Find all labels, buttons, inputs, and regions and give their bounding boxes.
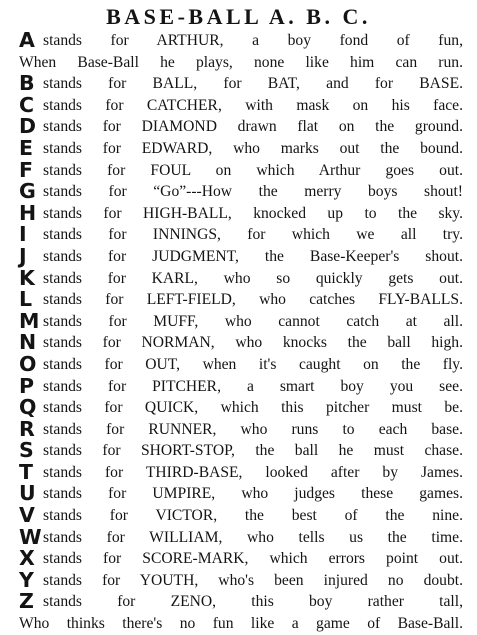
verse-line-f <box>0 157 477 182</box>
verse-text: stands for CATCHER, with mask on his face. <box>43 96 463 114</box>
verse-text: stands for OUT, when it's caught on the fly. <box>43 355 463 373</box>
verse-text: stands for MUFF, who cannot catch at all. <box>43 312 463 330</box>
verse-line-j <box>0 243 477 268</box>
initial-letter: N <box>19 330 37 355</box>
verse-line-y <box>0 567 477 592</box>
verse-text: stands for KARL, who so quickly gets out. <box>43 269 463 287</box>
verse-line-w <box>0 524 477 549</box>
verse-line-k <box>0 265 477 290</box>
verse-text: stands for SHORT-STOP, the ball he must chase. <box>43 442 463 460</box>
verse-text: stands for NORMAN, who knocks the ball high. <box>43 334 463 352</box>
initial-letter: E <box>19 135 34 160</box>
initial-letter: J <box>19 243 27 268</box>
verse-text: stands for SCORE-MARK, which errors point out. <box>43 550 463 568</box>
verse-line-c <box>0 92 477 117</box>
initial-letter: S <box>19 438 34 463</box>
verse-line-x <box>0 548 477 570</box>
initial-letter: W <box>19 524 42 549</box>
verse-line-l <box>0 289 477 311</box>
initial-letter: F <box>19 157 34 182</box>
initial-letter: K <box>19 265 35 290</box>
verse-text: Who thinks there's no fun like a game of Base-Ball. <box>19 615 463 633</box>
initial-letter: Y <box>19 567 34 592</box>
initial-letter: Z <box>19 589 34 614</box>
initial-letter: I <box>19 222 27 247</box>
initial-letter: T <box>19 459 33 484</box>
initial-letter: H <box>19 200 37 225</box>
verse-text: stands for FOUL on which Arthur goes out. <box>43 161 463 179</box>
verse-text: stands for JUDGMENT, the Base-Keeper's shout. <box>43 247 463 265</box>
verse-text: stands for DIAMOND drawn flat on the ground. <box>43 118 463 136</box>
verse-text: stands for YOUTH, who's been injured no doubt. <box>43 571 463 589</box>
initial-letter: P <box>19 373 35 398</box>
initial-letter: Q <box>19 395 37 420</box>
verse-line-m <box>0 308 477 333</box>
verse-line-s <box>0 440 477 462</box>
verse-line-r <box>0 416 477 441</box>
verse-line-p <box>0 373 477 398</box>
verse-line-q <box>0 397 477 419</box>
initial-letter: C <box>19 92 35 117</box>
verse-text: stands for WILLIAM, who tells us the time. <box>43 528 463 546</box>
verse-text: stands for QUICK, which this pitcher must be. <box>43 399 463 417</box>
initial-letter: U <box>19 481 36 506</box>
page-title: BASE-BALL A. B. C. <box>106 4 371 29</box>
verse-line-d <box>0 116 477 138</box>
verse-line-continuation <box>0 52 477 74</box>
initial-letter: D <box>19 114 37 139</box>
verse-text: stands for RUNNER, who runs to each base. <box>43 420 463 438</box>
initial-letter: G <box>19 179 36 204</box>
verse-text: stands for ZENO, this boy rather tall, <box>43 593 463 611</box>
verse-line-t <box>0 459 477 484</box>
verse-line-b <box>0 73 477 95</box>
verse-line-g <box>0 181 477 203</box>
initial-letter: O <box>19 351 37 376</box>
verse-text: stands for EDWARD, who marks out the bound. <box>43 139 463 157</box>
verse-line-i <box>0 224 477 246</box>
initial-letter: V <box>19 503 35 528</box>
verse-text: When Base-Ball he plays, none like him can run. <box>19 53 463 71</box>
verse-line-z <box>0 591 477 613</box>
initial-letter: L <box>19 287 33 312</box>
verse-text: stands for UMPIRE, who judges these games. <box>43 485 463 503</box>
verse-text: stands for LEFT-FIELD, who catches FLY-BALLS. <box>43 291 463 309</box>
verse-line-v <box>0 505 477 527</box>
initial-letter: A <box>19 28 35 52</box>
verse-text: stands for HIGH-BALL, knocked up to the sky. <box>43 204 463 222</box>
verse-text: stands for PITCHER, a smart boy you see. <box>43 377 463 395</box>
initial-letter: B <box>19 71 35 96</box>
verse-text: stands for “Go”---How the merry boys shout! <box>43 183 463 201</box>
verse-text: stands for THIRD-BASE, looked after by James. <box>43 463 463 481</box>
verse-line-a <box>0 30 477 52</box>
verse-text: stands for BALL, for BAT, and for BASE. <box>43 75 463 93</box>
verse-line-n <box>0 332 477 354</box>
verse-lines <box>0 30 477 635</box>
verse-line-e <box>0 135 477 160</box>
verse-text: stands for ARTHUR, a boy fond of fun, <box>43 32 463 49</box>
verse-line-continuation <box>0 613 477 635</box>
verse-line-o <box>0 351 477 376</box>
verse-text: stands for VICTOR, the best of the nine. <box>43 507 463 525</box>
verse-line-h <box>0 200 477 225</box>
verse-line-u <box>0 483 477 505</box>
verse-text: stands for INNINGS, for which we all try. <box>43 226 463 244</box>
initial-letter: R <box>19 416 35 441</box>
initial-letter: X <box>19 546 35 571</box>
initial-letter: M <box>19 308 40 333</box>
